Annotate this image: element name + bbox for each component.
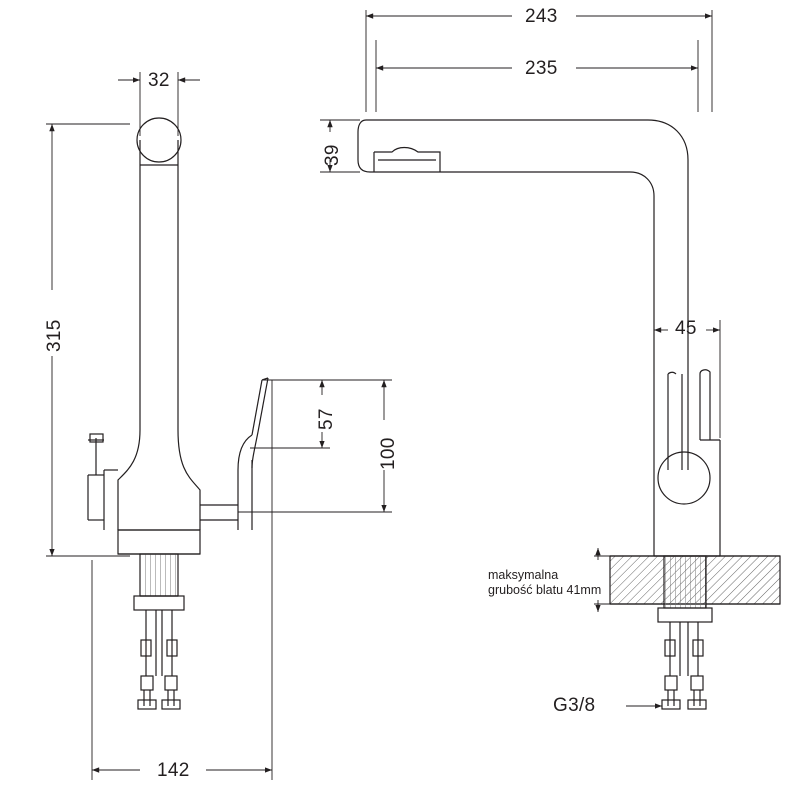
dimension-100: 100 xyxy=(378,437,399,470)
dimension-315: 315 xyxy=(44,319,65,352)
dimension-235: 235 xyxy=(525,58,558,79)
dimension-32: 32 xyxy=(148,70,170,91)
worktop-note-line1: maksymalna xyxy=(488,568,559,582)
dimension-45: 45 xyxy=(675,318,697,339)
dimension-39: 39 xyxy=(322,144,343,166)
dimension-lines xyxy=(46,10,720,780)
worktop-note xyxy=(488,568,601,598)
dimension-57: 57 xyxy=(316,408,337,430)
dimension-thread-g38: G3/8 xyxy=(553,695,596,716)
right-view-faucet xyxy=(358,120,780,709)
worktop-note-line2: grubość blatu 41mm xyxy=(488,583,602,597)
dimension-142: 142 xyxy=(157,760,190,781)
dimension-243: 243 xyxy=(525,6,558,27)
left-view-faucet xyxy=(88,118,268,709)
